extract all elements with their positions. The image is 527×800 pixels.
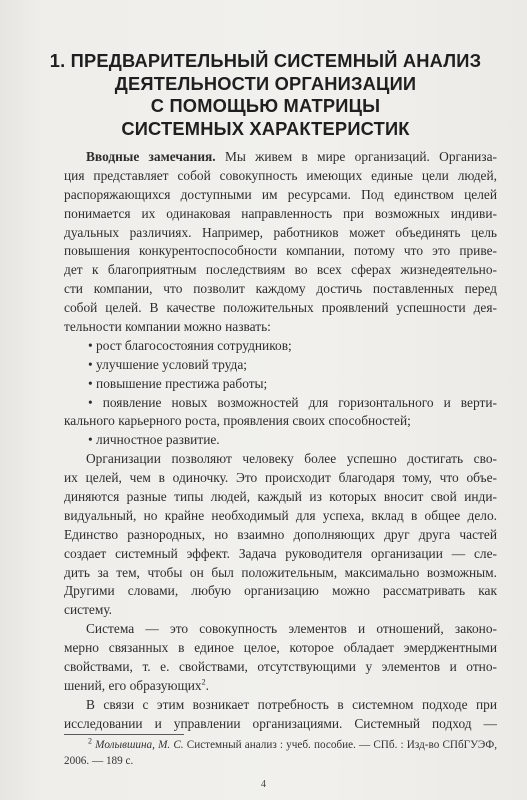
paragraph-line: диняются разные типы людей, каждый из которых вносит свой инди-: [64, 489, 497, 505]
chapter-title-line: С ПОМОЩЬЮ МАТРИЦЫ: [150, 95, 381, 116]
footnote-divider: [64, 734, 184, 735]
footnote-author: Молывшина, М. С.: [95, 739, 184, 751]
chapter-title-line: 1. ПРЕДВАРИТЕЛЬНЫЙ СИСТЕМНЫЙ АНАЛИЗ: [49, 50, 482, 71]
body-text: [64, 148, 497, 734]
paragraph-line: тельности компании можно назвать:: [64, 319, 271, 335]
paragraph-line: [64, 677, 497, 696]
paragraph-line: сти компании, что позволит каждому достичь поставленных перед: [64, 281, 497, 297]
chapter-title: [40, 50, 491, 140]
paragraph-line: их целей, чем в одиночку. Это происходит благодаря тому, что объе-: [64, 470, 497, 486]
paragraph-line: Система — это совокупность элементов и отношений, законо-: [86, 621, 497, 637]
paragraph-line: собой целей. В качестве положительных проявлений успешности дея-: [64, 300, 497, 316]
chapter-title-line: ДЕЯТЕЛЬНОСТИ ОРГАНИЗАЦИИ: [114, 72, 417, 94]
footnote-text: Системный анализ : учеб. пособие. — СПб. : Изд-во СПбГУЭФ,: [183, 739, 497, 751]
intro-heading: Вводные замечания.: [86, 149, 216, 164]
chapter-title-line: СИСТЕМНЫХ ХАРАКТЕРИСТИК: [121, 117, 410, 139]
paragraph-line: [64, 148, 497, 167]
paragraph-line: В связи с этим возникает потребность в системном подходе при: [86, 696, 497, 712]
footnote-line: 2006. — 189 с.: [64, 754, 134, 767]
paragraph-line: исследовании и управлении организациями. Системный подход —: [64, 715, 497, 731]
page-number: 4: [261, 779, 266, 790]
paragraph-line: свойствами, т. е. свойствами, отсутствующими у элементов и отно-: [64, 659, 497, 675]
paragraph-line: создает системный эффект. Задача руководителя организации — сле-: [64, 545, 497, 561]
text-run: .: [205, 677, 209, 693]
list-item: • личностное развитие.: [88, 432, 220, 448]
paragraph-line: дить за тем, чтобы он был положительным, максимально возможным.: [64, 564, 497, 580]
paragraph-line: понимается их одинаковая направленность при возможных индиви-: [64, 205, 497, 221]
paragraph-line: дет к благоприятным последствиям во всех сферах жизнедеятельно-: [64, 262, 497, 278]
list-item: • улучшение условий труда;: [88, 356, 248, 372]
paragraph-line: Другими словами, любую организацию можно рассматривать как: [64, 583, 497, 599]
paragraph-line: мерно связанных в единое целое, которое обладает эмерджентными: [64, 640, 497, 656]
paragraph-line: распоряжающихся доступными им ресурсами. Под единством целей: [64, 186, 497, 202]
footnote-line: [64, 738, 497, 754]
footnote: [64, 738, 497, 769]
text-run: шений, его образующих: [64, 677, 202, 693]
list-item: • появление новых возможностей для горизонтального и верти-: [88, 394, 497, 410]
paragraph-line: видуальный, но крайне необходимый для успеха, вклад в общее дело.: [64, 507, 497, 523]
list-item: • рост благосостояния сотрудников;: [88, 337, 292, 353]
paragraph-line: повышения конкурентоспособности компании, потому что это приве-: [64, 243, 497, 259]
text-run: Мы живем в мире организаций. Организа-: [224, 149, 497, 164]
list-item-continuation: кального карьерного роста, проявления своих способностей;: [64, 413, 411, 429]
footnote-mark: 2: [88, 738, 92, 746]
paragraph-line: Единство разнородных, но взаимно дополняющих друг друга частей: [64, 526, 497, 542]
paragraph-line: дуальных различиях. Например, работников может объединять цель: [64, 224, 497, 240]
paragraph-line: систему.: [64, 602, 113, 618]
footnote-ref[interactable]: 2: [201, 677, 206, 687]
paragraph-line: Организации позволяют человеку более успешно достигать сво-: [86, 451, 497, 467]
paragraph-line: ция представляет собой совокупность имеющих единые цели людей,: [64, 167, 497, 183]
list-item: • повышение престижа работы;: [88, 375, 268, 391]
